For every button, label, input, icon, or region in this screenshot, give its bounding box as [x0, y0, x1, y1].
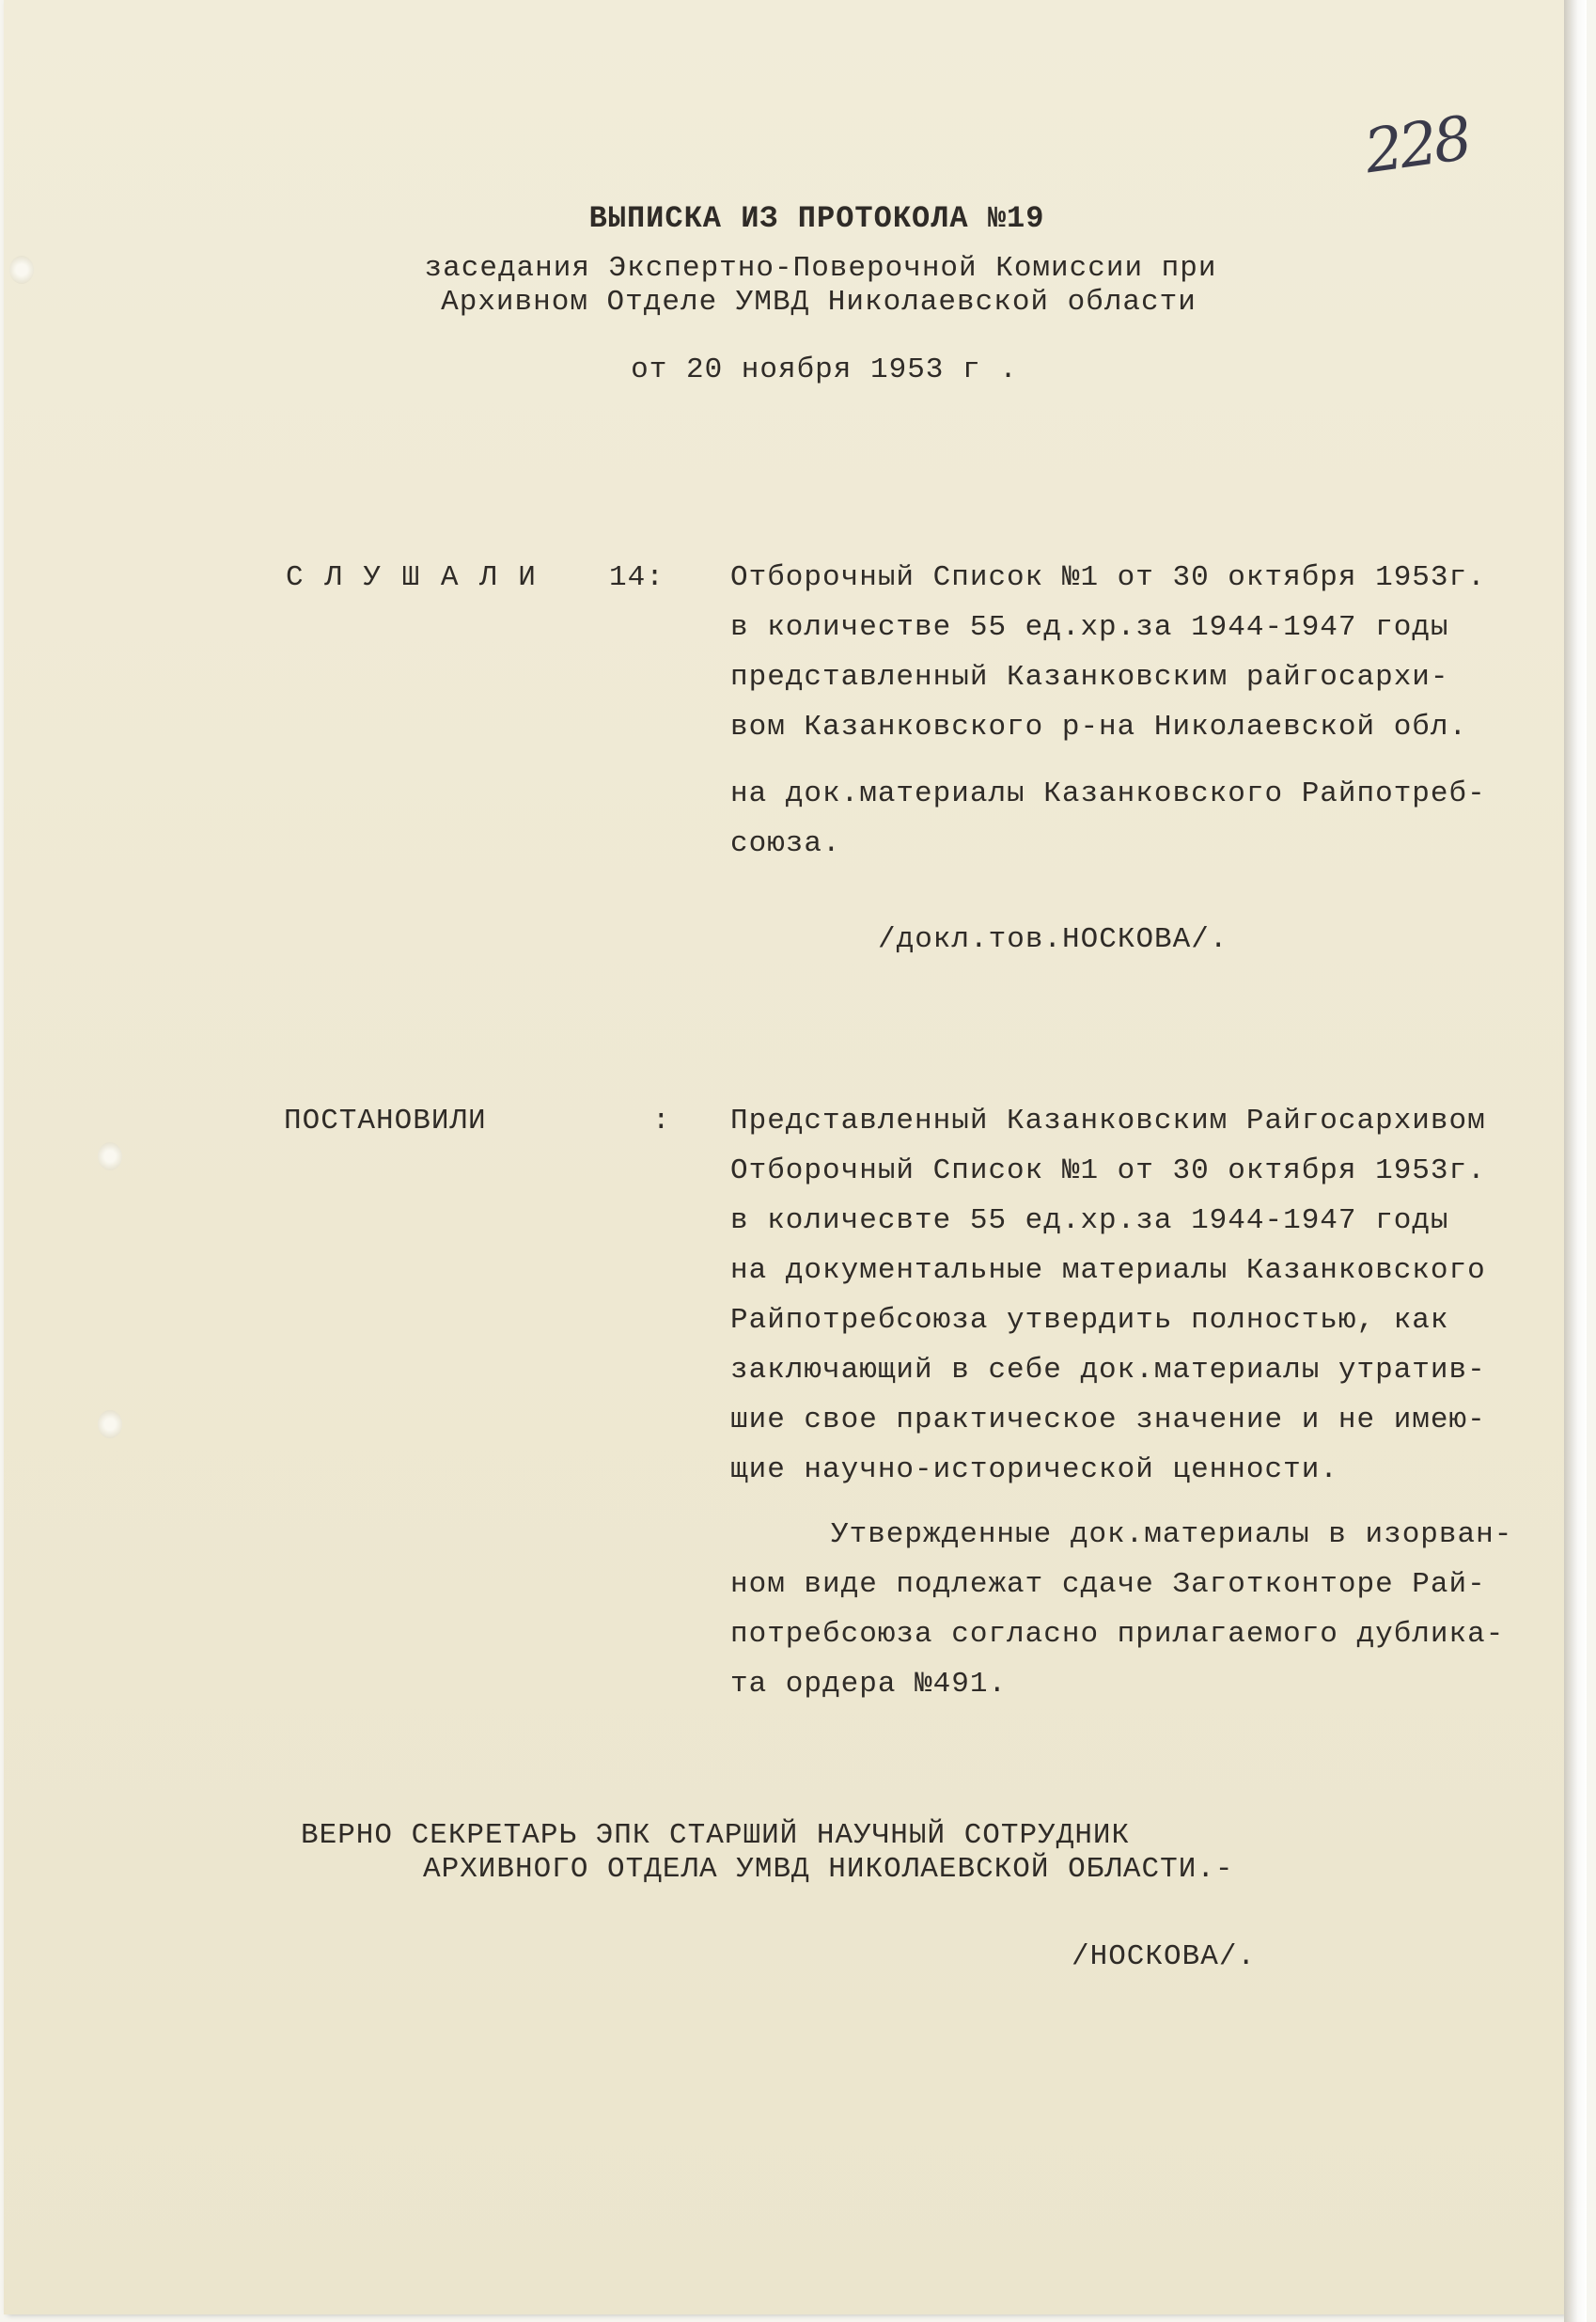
slushali-number: 14:	[609, 561, 665, 594]
punch-hole	[98, 1142, 122, 1170]
signature-line-1: ВЕРНО СЕКРЕТАРЬ ЭПК СТАРШИЙ НАУЧНЫЙ СОТРУДНИК	[301, 1819, 1131, 1852]
postanovili-line: Отборочный Список №1 от 30 октября 1953г.	[730, 1154, 1486, 1187]
postanovili-label: ПОСТАНОВИЛИ	[284, 1105, 487, 1137]
page-edge	[1564, 0, 1587, 2322]
signature-name: /НОСКОВА/.	[1072, 1940, 1257, 1973]
slushali-line: вом Казанковского р-на Николаевской обл.	[730, 711, 1468, 744]
slushali-line: в количестве 55 ед.хр.за 1944-1947 годы	[730, 611, 1449, 644]
postanovili-line: Утвержденные док.материалы в изорван-	[831, 1518, 1513, 1551]
postanovili-line: потребсоюза согласно прилагаемого дублика-	[730, 1618, 1505, 1651]
postanovili-colon: :	[652, 1105, 671, 1137]
header-line-1: заседания Экспертно-Поверочной Комиссии при	[424, 252, 1217, 285]
header-date: от 20 ноября 1953 г .	[631, 353, 1018, 386]
postanovili-line: ном виде подлежат сдаче Заготконторе Рай-	[730, 1568, 1486, 1601]
header-line-2: Архивном Отделе УМВД Николаевской области	[441, 286, 1197, 319]
punch-hole	[98, 1410, 122, 1438]
slushali-line: представленный Казанковским райгосархи-	[730, 661, 1449, 694]
postanovili-line: заключающий в себе док.материалы утратив-	[730, 1354, 1486, 1387]
slushali-line: на док.материалы Казанковского Райпотреб-	[730, 777, 1486, 810]
document-page	[4, 0, 1564, 2314]
postanovili-line: Райпотребсоюза утвердить полностью, как	[730, 1304, 1449, 1337]
document-title: ВЫПИСКА ИЗ ПРОТОКОЛА №19	[588, 201, 1045, 236]
slushali-line: Отборочный Список №1 от 30 октября 1953г.	[730, 561, 1486, 594]
postanovili-line: Представленный Казанковским Райгосархивом	[730, 1105, 1486, 1137]
page-number: 228	[1360, 103, 1473, 188]
postanovili-line: на документальные материалы Казанковского	[730, 1254, 1486, 1287]
signature-line-2: АРХИВНОГО ОТДЕЛА УМВД НИКОЛАЕВСКОЙ ОБЛАСТИ.-	[423, 1853, 1234, 1886]
postanovili-line: та ордера №491.	[730, 1668, 1008, 1701]
postanovili-line: щие научно-исторической ценности.	[730, 1453, 1338, 1486]
postanovili-line: в количесвте 55 ед.хр.за 1944-1947 годы	[730, 1204, 1449, 1237]
reporter: /докл.тов.НОСКОВА/.	[878, 923, 1228, 956]
slushali-line: союза.	[730, 827, 841, 860]
slushali-label: С Л У Ш А Л И	[286, 561, 538, 594]
postanovili-line: шие свое практическое значение и не имею-	[730, 1404, 1486, 1436]
